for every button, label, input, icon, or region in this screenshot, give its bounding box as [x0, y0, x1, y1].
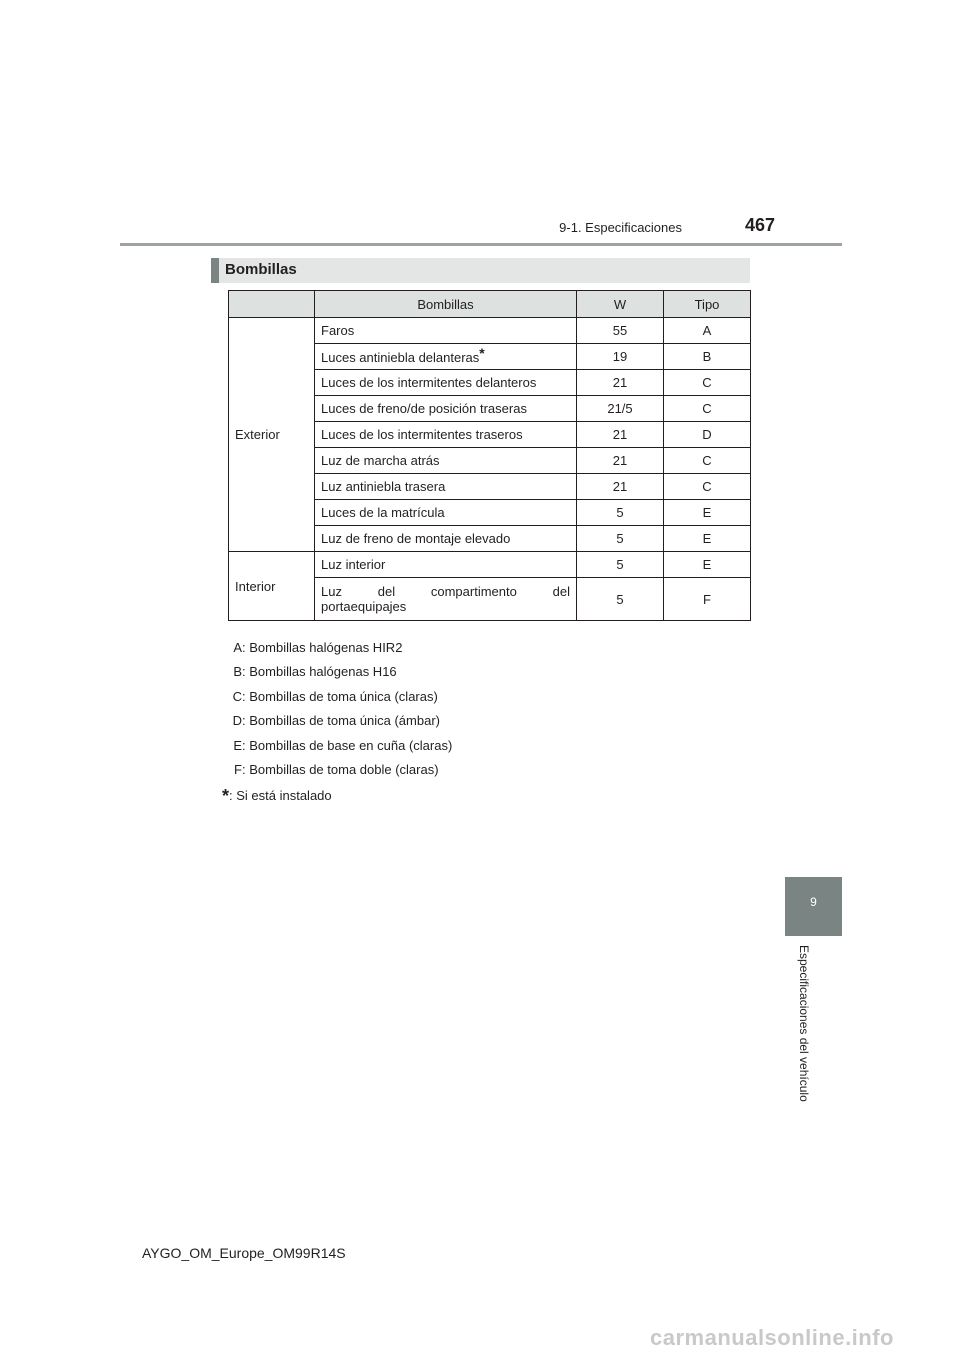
- watermark: carmanualsonline.info: [650, 1325, 894, 1350]
- footnote: [222, 782, 452, 806]
- bulb-name: Luces antiniebla delanteras: [321, 349, 480, 365]
- bulb-type: E: [664, 552, 751, 578]
- header-cell-empty: [229, 291, 315, 318]
- bulb-watts: 21: [577, 448, 664, 474]
- bulb-watts: 21: [577, 422, 664, 448]
- bulb-watts: 5: [577, 578, 664, 621]
- legend-item: D: Bombillas de toma única (ámbar): [222, 709, 452, 733]
- page-number: 467: [744, 215, 775, 235]
- bulb-type: D: [664, 422, 751, 448]
- legend-key: E: [233, 737, 242, 753]
- bulb-name: Luces de los intermitentes delanteros: [315, 370, 577, 396]
- table-row: [229, 318, 751, 344]
- bulb-name: Faros: [315, 318, 577, 344]
- section-title-bar: [211, 258, 750, 283]
- bulb-type: E: [664, 526, 751, 552]
- bulb-watts: 5: [577, 526, 664, 552]
- bulb-watts: 21: [577, 370, 664, 396]
- bulb-type: C: [664, 370, 751, 396]
- legend-key: F: [234, 761, 242, 777]
- bulb-name: Luces de freno/de posición traseras: [315, 396, 577, 422]
- legend-key: C: [232, 688, 242, 704]
- bulb-type: C: [664, 474, 751, 500]
- header-cell-bombillas: Bombillas: [315, 291, 577, 318]
- bulb-watts: 55: [577, 318, 664, 344]
- table-header-row: [229, 291, 751, 318]
- bulb-type: B: [664, 344, 751, 370]
- bulb-type: F: [664, 578, 751, 621]
- bulb-watts: 21: [577, 474, 664, 500]
- bulb-watts: 5: [577, 552, 664, 578]
- header-cell-w: W: [577, 291, 664, 318]
- legend-text: Bombillas de toma única (ámbar): [249, 713, 440, 729]
- footnote-marker: *: [479, 344, 485, 361]
- legend-text: Bombillas de base en cuña (claras): [249, 737, 453, 753]
- group-label-interior: Interior: [229, 552, 315, 621]
- header-rule: [120, 243, 842, 246]
- section-title: Bombillas: [225, 261, 297, 278]
- bulb-name: Luces de la matrícula: [315, 500, 577, 526]
- bulb-type: C: [664, 396, 751, 422]
- bulb-type: C: [664, 448, 751, 474]
- chapter-tab: 9: [785, 877, 842, 936]
- bulb-name-line1: Luz del compartimento del: [321, 584, 570, 599]
- legend-text: Bombillas halógenas H16: [249, 664, 397, 680]
- bulb-name: Luz de marcha atrás: [315, 448, 577, 474]
- legend-text: Bombillas halógenas HIR2: [249, 640, 403, 655]
- section-title-accent: [211, 258, 219, 283]
- legend-text: Bombillas de toma única (claras): [249, 688, 438, 704]
- bulb-name-cell: [315, 578, 577, 621]
- legend-item: C: Bombillas de toma única (claras): [222, 685, 452, 709]
- legend-text: Bombillas de toma doble (claras): [249, 761, 439, 777]
- legend-item: B: Bombillas halógenas H16: [222, 660, 452, 684]
- bulbs-table: [228, 290, 751, 621]
- section-header: 9-1. Especificaciones: [559, 220, 682, 235]
- bulb-name: Luz antiniebla trasera: [315, 474, 577, 500]
- bulb-type: A: [664, 318, 751, 344]
- legend-key: D: [232, 713, 242, 729]
- bulb-type: E: [664, 500, 751, 526]
- group-label-exterior: Exterior: [229, 318, 315, 552]
- table-row: [229, 552, 751, 578]
- legend-item: A: Bombillas halógenas HIR2: [222, 636, 452, 660]
- legend-item: F: Bombillas de toma doble (claras): [222, 758, 452, 782]
- bulb-name-cell: [315, 344, 577, 370]
- footnote-marker: *: [222, 786, 230, 807]
- bulb-name: Luz de freno de montaje elevado: [315, 526, 577, 552]
- document-code: AYGO_OM_Europe_OM99R14S: [142, 1245, 346, 1261]
- legend-key: B: [233, 664, 242, 680]
- legend-key: A: [233, 640, 242, 655]
- bulb-watts: 5: [577, 500, 664, 526]
- footnote-text: : Si está instalado: [229, 788, 332, 804]
- type-legend: [222, 636, 452, 807]
- bulb-watts: 19: [577, 344, 664, 370]
- bulb-name-line2: portaequipajes: [321, 599, 407, 614]
- bulb-watts: 21/5: [577, 396, 664, 422]
- bulb-name: Luces de los intermitentes traseros: [315, 422, 577, 448]
- header-cell-tipo: Tipo: [664, 291, 751, 318]
- chapter-label: Especificaciones del vehículo: [797, 945, 811, 1102]
- bulb-name: Luz interior: [315, 552, 577, 578]
- legend-item: E: Bombillas de base en cuña (claras): [222, 734, 452, 758]
